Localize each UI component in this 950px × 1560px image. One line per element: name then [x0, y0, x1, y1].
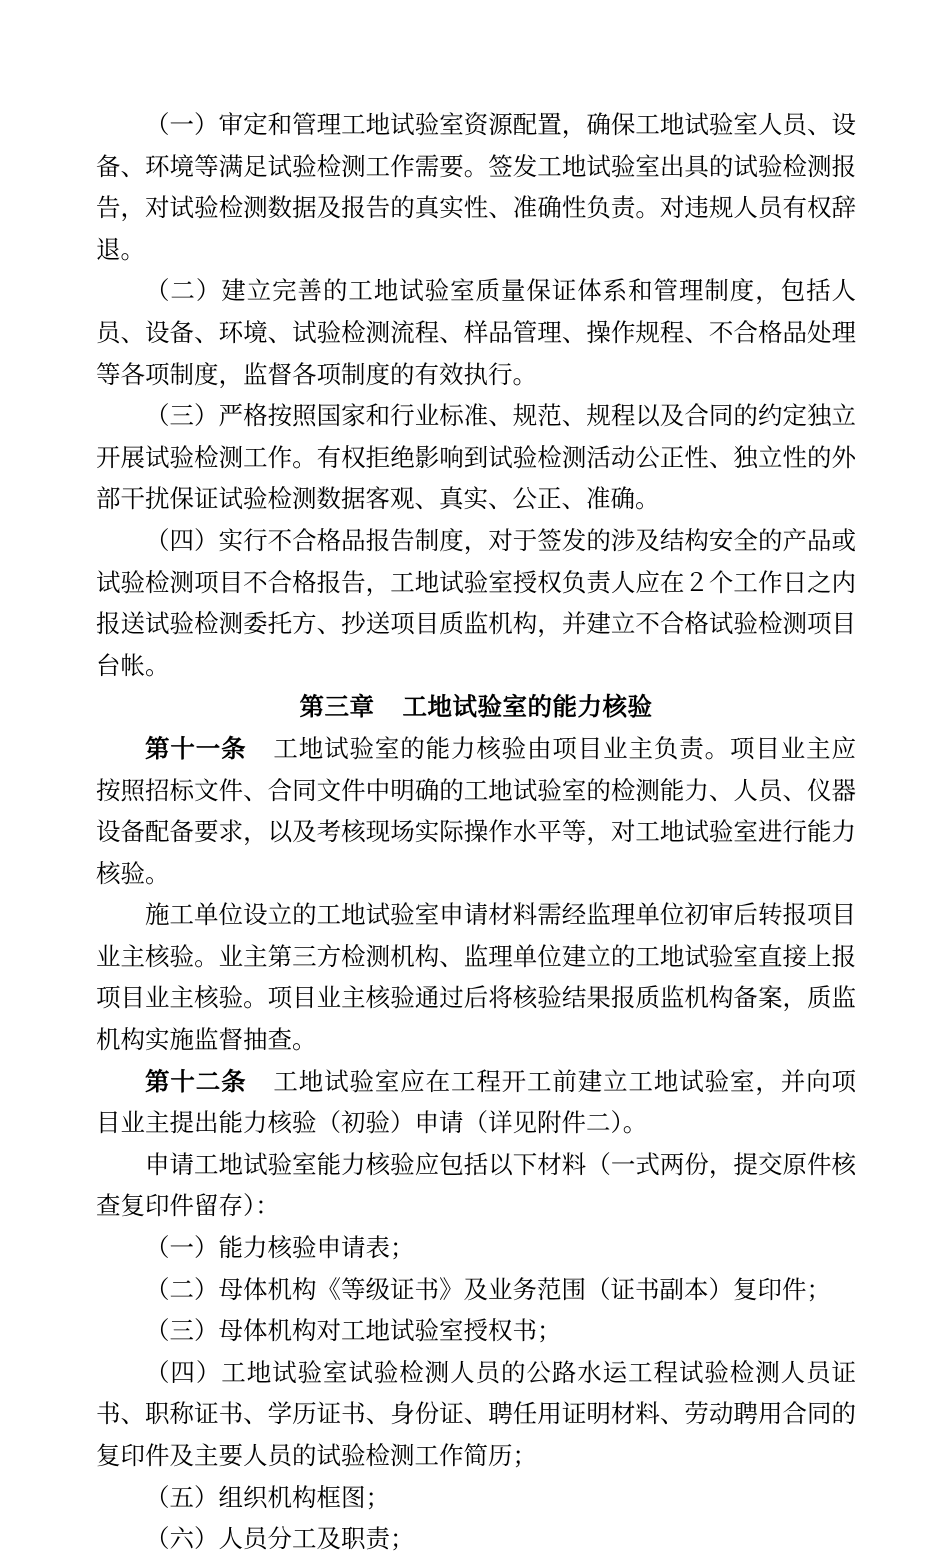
material-item-2: （二）母体机构《等级证书》及业务范围（证书副本）复印件；	[145, 1274, 831, 1304]
material-item-3: （三）母体机构对工地试验室授权书；	[145, 1316, 562, 1346]
chapter-heading	[96, 686, 856, 728]
article-12	[96, 1061, 856, 1144]
materials-intro: 申请工地试验室能力核验应包括以下材料（一式两份，提交原件核查复印件留存）：	[96, 1149, 856, 1221]
article-12-text: 工地试验室应在工程开工前建立工地试验室，并向项目业主提出能力核验（初验）申请（详见附件二）。	[96, 1066, 857, 1138]
document-body	[96, 104, 856, 1560]
clause-paragraph-3: （三）严格按照国家和行业标准、规范、规程以及合同的约定独立开展试验检测工作。有权拒绝影响到试验检测活动公正性、独立性的外部干扰保证试验检测数据客观、真实、公正、准确。	[96, 401, 856, 514]
material-item-1: （一）能力核验申请表；	[145, 1233, 415, 1263]
material-item-4: （四）工地试验室试验检测人员的公路水运工程试验检测人员证书、职称证书、学历证书、身份证、聘任用证明材料、劳动聘用合同的复印件及主要人员的试验检测工作简历；	[96, 1357, 856, 1470]
chapter-number: 第三章	[299, 692, 375, 722]
clause-paragraph-1: （一）审定和管理工地试验室资源配置，确保工地试验室人员、设备、环境等满足试验检测工作需要。签发工地试验室出具的试验检测报告，对试验检测数据及报告的真实性、准确性负责。对违规人员有权辞退。	[96, 110, 856, 264]
article-11-label: 第十一条	[145, 733, 247, 763]
material-item-6: （六）人员分工及职责；	[145, 1524, 415, 1554]
article-12-label: 第十二条	[145, 1066, 247, 1096]
clause-paragraph-4: （四）实行不合格品报告制度，对于签发的涉及结构安全的产品或试验检测项目不合格报告，工地试验室授权负责人应在２个工作日之内报送试验检测委托方、抄送项目质监机构，并建立不合格试验检测项目台帐。	[96, 525, 856, 680]
chapter-title: 工地试验室的能力核验	[402, 692, 653, 722]
article-11-text: 工地试验室的能力核验由项目业主负责。项目业主应按照招标文件、合同文件中明确的工地试验室的检测能力、人员、仪器设备配备要求，以及考核现场实际操作水平等，对工地试验室进行能力核验。	[96, 733, 857, 888]
article-11-paragraph: 施工单位设立的工地试验室申请材料需经监理单位初审后转报项目业主核验。业主第三方检测机构、监理单位建立的工地试验室直接上报项目业主核验。项目业主核验通过后将核验结果报质监机构备案，质监机构实施监督抽查。	[96, 900, 856, 1055]
material-item-5: （五）组织机构框图；	[145, 1482, 390, 1512]
article-11	[96, 728, 856, 894]
clause-paragraph-2: （二）建立完善的工地试验室质量保证体系和管理制度，包括人员、设备、环境、试验检测流程、样品管理、操作规程、不合格品处理等各项制度，监督各项制度的有效执行。	[96, 276, 856, 389]
